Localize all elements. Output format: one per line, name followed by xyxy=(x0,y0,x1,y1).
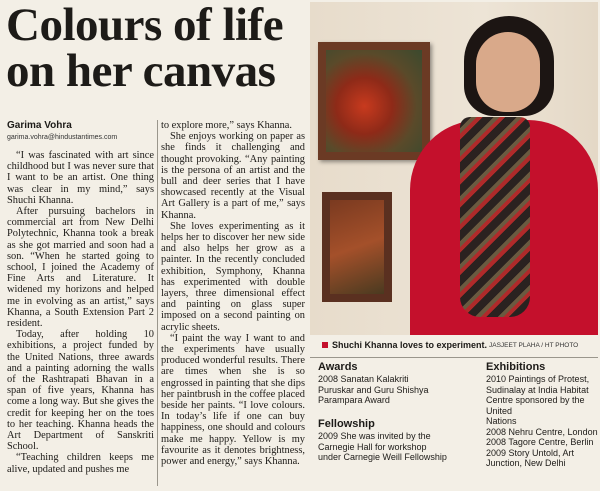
photo-credit: JASJEET PLAHA / HT PHOTO xyxy=(489,342,579,349)
fellowship-line: 2009 She was invited by the xyxy=(318,431,431,441)
awards-heading: Awards xyxy=(318,361,358,373)
article-column-1 xyxy=(7,150,154,475)
byline: Garima Vohra xyxy=(7,120,72,131)
paragraph: She loves experimenting as it helps her to discover her new side and also helps her grow as a painter. In the recently concluded exhibition, Symphony, Khanna has experimented with double layers, three dimensional effect and painting on glass super imposed on a second painting on acrylic sheets. xyxy=(161,220,305,333)
awards-box xyxy=(318,361,478,406)
framed-painting xyxy=(318,42,430,160)
exhibitions-line: Centre sponsored by the United xyxy=(486,395,585,416)
column-divider xyxy=(157,120,158,486)
exhibitions-heading: Exhibitions xyxy=(486,361,546,373)
exhibitions-line: Junction, New Delhi xyxy=(486,458,566,468)
exhibitions-box xyxy=(486,361,598,469)
article-column-2 xyxy=(161,120,305,467)
paragraph: Today, after holding 10 exhibitions, a project funded by the United Nations, three awards and a painting adorning the walls of the Rashtrapati Bhavan in a span of five years, Khanna has come a long way. But she gives the credit for keeping her on the toes to her teaching. Khanna heads the Art Department of Sanskriti School. xyxy=(7,329,154,453)
portrait-scarf xyxy=(460,117,530,317)
fellowship-line: under Carnegie Weill Fellowship xyxy=(318,452,447,462)
headline: Colours of life on her canvas xyxy=(6,0,284,97)
paragraph: After pursuing bachelors in commercial art from New Delhi Polytechnic, Khanna took a break as she got married and soon had a son. “When he started going to school, I joined the Academy of Fine Arts and Literature. It widened my horizons and helped me in evolving as an artist,” says Khanna, a South Extension Part 2 resident. xyxy=(7,206,154,330)
paragraph: to explore more,” says Khanna. xyxy=(161,120,292,131)
paragraph: “I was fascinated with art since childhood but I was never sure that I want to be an artist. One thing was clear in my mind,” says Shuchi Khanna. xyxy=(7,150,154,206)
awards-line: Puruskar and Guru Shishya xyxy=(318,384,429,395)
paragraph: She enjoys working on paper as she finds it challenging and thought provoking. “Any painting is the persona of an artist and the bull and deer series that I have showcased recently at the Visual Art Gallery is a part of me,” says Khanna. xyxy=(161,131,305,221)
exhibitions-line: Nations xyxy=(486,416,517,426)
portrait-face xyxy=(476,32,540,112)
exhibitions-line: 2008 Nehru Centre, London xyxy=(486,426,598,437)
framed-painting xyxy=(322,192,392,302)
photo-caption: Shuchi Khanna loves to experiment. xyxy=(322,340,487,350)
byline-email: garima.vohra@hindustantimes.com xyxy=(7,134,118,141)
awards-line: 2008 Sanatan Kalakriti xyxy=(318,374,409,384)
artist-photo xyxy=(310,2,598,335)
paragraph: “I paint the way I want to and the experiments have usually produced wonderful results. There are times when she is so engrossed in painting that she dips her paintbrush in the coffee placed beside her paints. “I love colours. In today’s life if one can buy happiness, one should and colours make me happy. Yellow is my favourite as it denotes brightness, power and energy,” says Khanna. xyxy=(161,332,305,468)
exhibitions-line: 2008 Tagore Centre, Berlin xyxy=(486,437,594,447)
exhibitions-line: 2009 Story Untold, Art xyxy=(486,447,575,458)
paragraph: “Teaching children keeps me alive, updated and pushes me xyxy=(7,452,154,475)
fellowship-heading: Fellowship xyxy=(318,418,375,430)
exhibitions-line: 2010 Paintings of Protest, xyxy=(486,374,590,384)
section-divider xyxy=(310,357,598,358)
fellowship-line: Carnegie Hall for workshop xyxy=(318,441,427,452)
exhibitions-line: Sudinalay at India Habitat xyxy=(486,384,589,395)
awards-line: Parampara Award xyxy=(318,395,390,405)
fellowship-box xyxy=(318,418,482,463)
